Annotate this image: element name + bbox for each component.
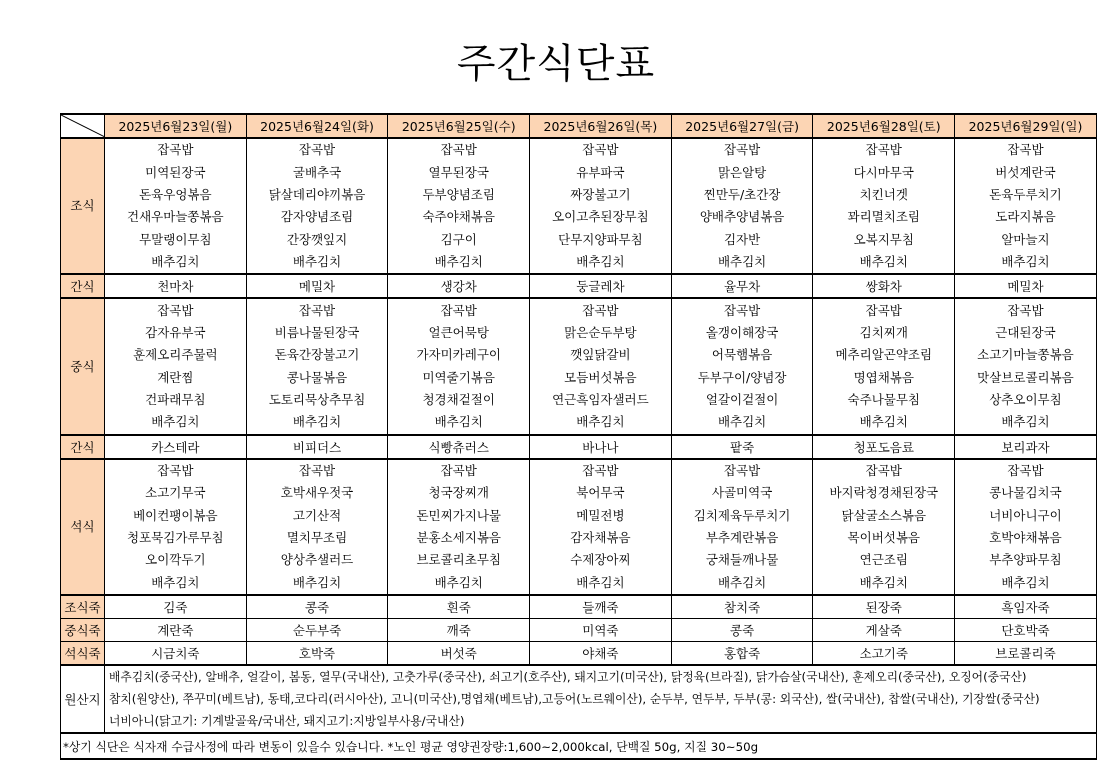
origin-row bbox=[61, 710, 1097, 733]
lunch-row bbox=[61, 389, 1097, 411]
dinner-row bbox=[61, 459, 1097, 482]
menu-item: 잡곡밥 bbox=[813, 459, 955, 482]
menu-item: 카스테라 bbox=[105, 435, 247, 459]
footer-note: *상기 식단은 식자재 수급사정에 따라 변동이 있을수 있습니다. *노인 평균 영양권장량:1,600~2,000kcal, 단백질 50g, 지질 30~50g bbox=[61, 733, 1097, 759]
menu-item: 깻잎닭갈비 bbox=[530, 344, 672, 366]
menu-item: 오복지무침 bbox=[813, 229, 955, 251]
menu-item: 메추리알곤약조림 bbox=[813, 344, 955, 366]
menu-item: 배추김치 bbox=[955, 411, 1097, 434]
menu-item: 돈민찌가지나물 bbox=[388, 504, 530, 526]
menu-item: 비름나물된장국 bbox=[246, 322, 388, 344]
menu-item: 올갱이해장국 bbox=[671, 322, 813, 344]
snack-morning-label: 간식 bbox=[61, 274, 105, 298]
menu-item: 맛살브로콜리볶음 bbox=[955, 367, 1097, 389]
menu-item: 훈제오리주물럭 bbox=[105, 344, 247, 366]
dinner-row bbox=[61, 527, 1097, 549]
diagonal-line bbox=[61, 115, 105, 137]
page-title: 주간식단표 bbox=[456, 41, 656, 87]
day-header: 2025년6월29일(일) bbox=[955, 114, 1097, 138]
lunch-row bbox=[61, 344, 1097, 366]
menu-item: 감자채볶음 bbox=[530, 527, 672, 549]
menu-item: 잡곡밥 bbox=[246, 138, 388, 161]
menu-item: 짜장불고기 bbox=[530, 184, 672, 206]
menu-item: 감자유부국 bbox=[105, 322, 247, 344]
lunch-row bbox=[61, 367, 1097, 389]
menu-item: 잡곡밥 bbox=[530, 138, 672, 161]
snack-morning-row bbox=[61, 274, 1097, 298]
day-header: 2025년6월27일(금) bbox=[671, 114, 813, 138]
menu-item: 도라지볶음 bbox=[955, 206, 1097, 228]
breakfast-row bbox=[61, 184, 1097, 206]
menu-item: 잡곡밥 bbox=[246, 298, 388, 321]
porridge-2-label: 석식죽 bbox=[61, 642, 105, 666]
menu-item: 콩죽 bbox=[671, 619, 813, 642]
menu-item: 목이버섯볶음 bbox=[813, 527, 955, 549]
menu-item: 배추김치 bbox=[105, 572, 247, 595]
menu-item: 양상추샐러드 bbox=[246, 549, 388, 571]
lunch-row bbox=[61, 411, 1097, 434]
menu-item: 연근조림 bbox=[813, 549, 955, 571]
menu-item: 호박야채볶음 bbox=[955, 527, 1097, 549]
menu-item: 분홍소세지볶음 bbox=[388, 527, 530, 549]
menu-item: 배추김치 bbox=[813, 572, 955, 595]
menu-item: 김구이 bbox=[388, 229, 530, 251]
origin-line: 참치(원양산), 쭈꾸미(베트남), 동태,코다리(러시아산), 고니(미국산),명엽채(베트남),고등어(노르웨이산), 순두부, 연두부, 두부(콩: 외국산), 쌀(국내산), 찹쌀(국내산), 기장쌀(중국산) bbox=[105, 688, 1097, 710]
menu-item: 잡곡밥 bbox=[813, 138, 955, 161]
menu-item: 브로콜리죽 bbox=[955, 642, 1097, 666]
menu-item: 미역줄기볶음 bbox=[388, 367, 530, 389]
menu-item: 브로콜리초무침 bbox=[388, 549, 530, 571]
breakfast-row bbox=[61, 251, 1097, 274]
menu-item: 미역된장국 bbox=[105, 161, 247, 183]
menu-item: 게살죽 bbox=[813, 619, 955, 642]
lunch-label: 중식 bbox=[61, 298, 105, 434]
menu-item: 김자반 bbox=[671, 229, 813, 251]
menu-item: 바지락청경채된장국 bbox=[813, 482, 955, 504]
menu-item: 호박죽 bbox=[246, 642, 388, 666]
menu-item: 김치제육두루치기 bbox=[671, 504, 813, 526]
menu-item: 멸치무조림 bbox=[246, 527, 388, 549]
lunch-row bbox=[61, 298, 1097, 321]
menu-item: 사골미역국 bbox=[671, 482, 813, 504]
menu-item: 간장깻잎지 bbox=[246, 229, 388, 251]
menu-item: 명엽채볶음 bbox=[813, 367, 955, 389]
menu-item: 흑임자죽 bbox=[955, 595, 1097, 619]
dinner-row bbox=[61, 549, 1097, 571]
menu-item: 메밀차 bbox=[246, 274, 388, 298]
menu-item: 잡곡밥 bbox=[955, 138, 1097, 161]
menu-item: 보리과자 bbox=[955, 435, 1097, 459]
menu-item: 너비아니구이 bbox=[955, 504, 1097, 526]
menu-item: 모듬버섯볶음 bbox=[530, 367, 672, 389]
menu-item: 메밀차 bbox=[955, 274, 1097, 298]
breakfast-row bbox=[61, 229, 1097, 251]
menu-item: 유부파국 bbox=[530, 161, 672, 183]
menu-item: 배추김치 bbox=[955, 572, 1097, 595]
menu-item: 잡곡밥 bbox=[388, 298, 530, 321]
menu-item: 건파래무침 bbox=[105, 389, 247, 411]
menu-item: 돈육간장불고기 bbox=[246, 344, 388, 366]
menu-item: 배추김치 bbox=[671, 411, 813, 434]
menu-item: 바나나 bbox=[530, 435, 672, 459]
breakfast-label: 조식 bbox=[61, 138, 105, 274]
menu-item: 계란죽 bbox=[105, 619, 247, 642]
menu-item: 오이깍두기 bbox=[105, 549, 247, 571]
menu-item: 북어무국 bbox=[530, 482, 672, 504]
menu-item: 단호박죽 bbox=[955, 619, 1097, 642]
menu-item: 두부양념조림 bbox=[388, 184, 530, 206]
menu-item: 찐만두/초간장 bbox=[671, 184, 813, 206]
menu-item: 건새우마늘쫑볶음 bbox=[105, 206, 247, 228]
menu-item: 잡곡밥 bbox=[388, 138, 530, 161]
menu-item: 계란찜 bbox=[105, 367, 247, 389]
menu-item: 청포도음료 bbox=[813, 435, 955, 459]
menu-item: 야채죽 bbox=[530, 642, 672, 666]
menu-item: 천마차 bbox=[105, 274, 247, 298]
menu-item: 열무된장국 bbox=[388, 161, 530, 183]
dinner-row bbox=[61, 504, 1097, 526]
menu-item: 부추계란볶음 bbox=[671, 527, 813, 549]
corner-cell bbox=[61, 114, 105, 138]
menu-item: 소고기죽 bbox=[813, 642, 955, 666]
menu-item: 잡곡밥 bbox=[105, 298, 247, 321]
menu-item: 콩나물김치국 bbox=[955, 482, 1097, 504]
menu-item: 미역죽 bbox=[530, 619, 672, 642]
porridge-0-row bbox=[61, 595, 1097, 619]
menu-item: 알마늘지 bbox=[955, 229, 1097, 251]
menu-item: 가자미카레구이 bbox=[388, 344, 530, 366]
menu-item: 근대된장국 bbox=[955, 322, 1097, 344]
menu-item: 소고기무국 bbox=[105, 482, 247, 504]
breakfast-row bbox=[61, 161, 1097, 183]
menu-item: 배추김치 bbox=[105, 411, 247, 434]
menu-item: 청국장찌개 bbox=[388, 482, 530, 504]
origin-label: 원산지 bbox=[61, 665, 105, 733]
menu-item: 숙주야채볶음 bbox=[388, 206, 530, 228]
day-header: 2025년6월28일(토) bbox=[813, 114, 955, 138]
menu-item: 잡곡밥 bbox=[671, 459, 813, 482]
menu-item: 감자양념조림 bbox=[246, 206, 388, 228]
menu-item: 들깨죽 bbox=[530, 595, 672, 619]
menu-item: 배추김치 bbox=[671, 572, 813, 595]
menu-item: 돈육우엉볶음 bbox=[105, 184, 247, 206]
porridge-1-row bbox=[61, 619, 1097, 642]
day-header: 2025년6월26일(목) bbox=[530, 114, 672, 138]
menu-item: 부추양파무침 bbox=[955, 549, 1097, 571]
menu-item: 오이고추된장무침 bbox=[530, 206, 672, 228]
menu-item: 잡곡밥 bbox=[388, 459, 530, 482]
menu-item: 참치죽 bbox=[671, 595, 813, 619]
breakfast-row bbox=[61, 138, 1097, 161]
menu-item: 단무지양파무침 bbox=[530, 229, 672, 251]
menu-item: 버섯죽 bbox=[388, 642, 530, 666]
menu-item: 닭살굴소스볶음 bbox=[813, 504, 955, 526]
snack-afternoon-row bbox=[61, 435, 1097, 459]
menu-item: 잡곡밥 bbox=[530, 459, 672, 482]
menu-item: 된장죽 bbox=[813, 595, 955, 619]
menu-item: 치킨너겟 bbox=[813, 184, 955, 206]
menu-item: 잡곡밥 bbox=[530, 298, 672, 321]
origin-line: 너비아니(닭고기: 기계발골육/국내산, 돼지고기:지방일부사용/국내산) bbox=[105, 710, 1097, 733]
day-header: 2025년6월25일(수) bbox=[388, 114, 530, 138]
menu-item: 맑은알탕 bbox=[671, 161, 813, 183]
menu-item: 잡곡밥 bbox=[813, 298, 955, 321]
menu-item: 잡곡밥 bbox=[671, 298, 813, 321]
menu-item: 잡곡밥 bbox=[246, 459, 388, 482]
menu-item: 얼큰어묵탕 bbox=[388, 322, 530, 344]
menu-item: 메밀전병 bbox=[530, 504, 672, 526]
menu-item: 배추김치 bbox=[955, 251, 1097, 274]
menu-item: 쌍화차 bbox=[813, 274, 955, 298]
menu-item: 굴배추국 bbox=[246, 161, 388, 183]
day-header: 2025년6월24일(화) bbox=[246, 114, 388, 138]
menu-item: 다시마무국 bbox=[813, 161, 955, 183]
menu-item: 호박새우젓국 bbox=[246, 482, 388, 504]
menu-item: 수제장아찌 bbox=[530, 549, 672, 571]
porridge-2-row bbox=[61, 642, 1097, 666]
menu-item: 배추김치 bbox=[388, 572, 530, 595]
menu-item: 비피더스 bbox=[246, 435, 388, 459]
origin-line: 배추김치(중국산), 알배추, 얼갈이, 봄동, 열무(국내산), 고춧가루(중국산), 쇠고기(호주산), 돼지고기(미국산), 닭정육(브라질), 닭가슴살(국내산), 훈제오리(중국산), 오징어(중국산) bbox=[105, 665, 1097, 688]
menu-item: 홍합죽 bbox=[671, 642, 813, 666]
menu-item: 궁채들깨나물 bbox=[671, 549, 813, 571]
dinner-row bbox=[61, 482, 1097, 504]
menu-item: 돈육두루치기 bbox=[955, 184, 1097, 206]
menu-item: 양배추양념볶음 bbox=[671, 206, 813, 228]
menu-item: 배추김치 bbox=[388, 251, 530, 274]
menu-item: 맑은순두부탕 bbox=[530, 322, 672, 344]
dinner-label: 석식 bbox=[61, 459, 105, 595]
menu-item: 배추김치 bbox=[530, 411, 672, 434]
menu-item: 콩죽 bbox=[246, 595, 388, 619]
menu-item: 상추오이무침 bbox=[955, 389, 1097, 411]
menu-item: 무말랭이무침 bbox=[105, 229, 247, 251]
menu-item: 배추김치 bbox=[388, 411, 530, 434]
menu-item: 배추김치 bbox=[813, 251, 955, 274]
breakfast-row bbox=[61, 206, 1097, 228]
menu-item: 잡곡밥 bbox=[955, 459, 1097, 482]
menu-item: 청포묵김가루무침 bbox=[105, 527, 247, 549]
menu-item: 배추김치 bbox=[530, 572, 672, 595]
menu-item: 소고기마늘쫑볶음 bbox=[955, 344, 1097, 366]
menu-item: 콩나물볶음 bbox=[246, 367, 388, 389]
snack-afternoon-label: 간식 bbox=[61, 435, 105, 459]
menu-item: 시금치죽 bbox=[105, 642, 247, 666]
menu-item: 순두부죽 bbox=[246, 619, 388, 642]
origin-row bbox=[61, 665, 1097, 688]
menu-item: 식빵츄러스 bbox=[388, 435, 530, 459]
menu-item: 흰죽 bbox=[388, 595, 530, 619]
menu-item: 어묵햄볶음 bbox=[671, 344, 813, 366]
menu-item: 둥글레차 bbox=[530, 274, 672, 298]
menu-item: 깨죽 bbox=[388, 619, 530, 642]
origin-row bbox=[61, 688, 1097, 710]
menu-item: 팥죽 bbox=[671, 435, 813, 459]
menu-item: 버섯계란국 bbox=[955, 161, 1097, 183]
menu-item: 배추김치 bbox=[671, 251, 813, 274]
weekly-menu-table bbox=[60, 113, 1097, 760]
menu-item: 도토리묵상추무침 bbox=[246, 389, 388, 411]
menu-item: 닭살데리야끼볶음 bbox=[246, 184, 388, 206]
menu-item: 배추김치 bbox=[813, 411, 955, 434]
porridge-1-label: 중식죽 bbox=[61, 619, 105, 642]
lunch-row bbox=[61, 322, 1097, 344]
menu-item: 배추김치 bbox=[105, 251, 247, 274]
porridge-0-label: 조식죽 bbox=[61, 595, 105, 619]
menu-item: 배추김치 bbox=[246, 572, 388, 595]
menu-item: 잡곡밥 bbox=[105, 138, 247, 161]
menu-item: 배추김치 bbox=[246, 411, 388, 434]
menu-item: 베이컨팽이볶음 bbox=[105, 504, 247, 526]
menu-item: 배추김치 bbox=[530, 251, 672, 274]
dinner-row bbox=[61, 572, 1097, 595]
menu-item: 김치찌개 bbox=[813, 322, 955, 344]
menu-item: 두부구이/양념장 bbox=[671, 367, 813, 389]
menu-item: 숙주나물무침 bbox=[813, 389, 955, 411]
menu-item: 배추김치 bbox=[246, 251, 388, 274]
menu-item: 고기산적 bbox=[246, 504, 388, 526]
menu-item: 얼갈이겉절이 bbox=[671, 389, 813, 411]
day-header: 2025년6월23일(월) bbox=[105, 114, 247, 138]
menu-item: 연근흑임자샐러드 bbox=[530, 389, 672, 411]
menu-item: 잡곡밥 bbox=[105, 459, 247, 482]
menu-item: 꽈리멸치조림 bbox=[813, 206, 955, 228]
menu-item: 생강차 bbox=[388, 274, 530, 298]
menu-item: 김죽 bbox=[105, 595, 247, 619]
menu-item: 잡곡밥 bbox=[671, 138, 813, 161]
menu-item: 청경채겉절이 bbox=[388, 389, 530, 411]
footer-row bbox=[61, 733, 1097, 759]
menu-item: 잡곡밥 bbox=[955, 298, 1097, 321]
menu-item: 율무차 bbox=[671, 274, 813, 298]
